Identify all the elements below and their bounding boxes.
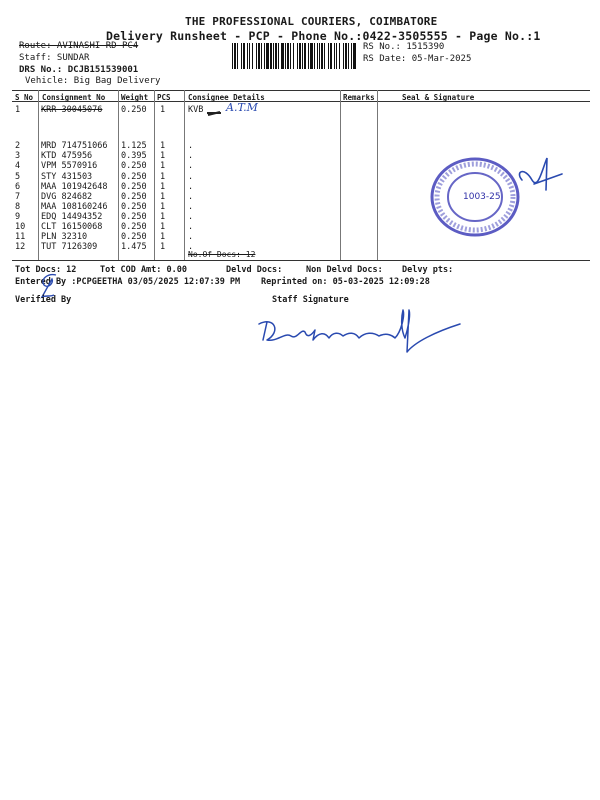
row-details: . [188, 242, 194, 252]
barcode-bar [281, 43, 284, 69]
row-sno: 5 [15, 172, 21, 182]
route-label: Route: AVINASHI RD PC4 [19, 41, 139, 51]
barcode-bar [330, 43, 332, 69]
scribble-mark [206, 103, 222, 112]
barcode-bar [353, 43, 356, 69]
rs-date: RS Date: 05-Mar-2025 [363, 54, 472, 64]
barcode-bar [345, 43, 347, 69]
barcode-bar [351, 43, 352, 69]
barcode-bar [273, 43, 274, 69]
delvy-pts: Delvy pts: [402, 265, 454, 275]
row-consignment: VPM 5570916 [41, 161, 98, 171]
row-consignment: MAA 101942648 [41, 182, 108, 192]
seal-stamp [428, 155, 523, 240]
barcode-bar [270, 43, 272, 69]
barcode-bar [321, 43, 323, 69]
row-weight: 0.250 [121, 161, 147, 171]
row-consignment: MRD 714751066 [41, 141, 108, 151]
row-weight: 1.125 [121, 141, 147, 151]
row-pcs: 1 [160, 161, 166, 171]
row-consignment: EDQ 14494352 [41, 212, 103, 222]
barcode-bar [261, 43, 262, 69]
barcode-bar [299, 43, 301, 69]
col-header-seal: Seal & Signature [402, 93, 475, 102]
row-sno: 3 [15, 151, 21, 161]
barcode-bar [266, 43, 269, 69]
barcode-bar [308, 43, 309, 69]
staff-signature [255, 302, 470, 372]
barcode-bar [304, 43, 306, 69]
barcode-bar [297, 43, 298, 69]
rs-number [363, 42, 444, 52]
row-sno: 6 [15, 182, 21, 192]
seal-signature [512, 150, 567, 198]
entered-by: Entered By :PCPGEETHA 03/05/2025 12:07:39 PM [15, 277, 241, 287]
row-details: . [188, 141, 194, 151]
no-of-docs-text: No.Of Docs: 12 [188, 250, 256, 259]
row-pcs: 1 [160, 172, 166, 182]
row-details: . [188, 161, 194, 171]
barcode [232, 43, 356, 69]
barcode-bar [319, 43, 320, 69]
barcode-bar [264, 43, 265, 69]
col-header-consignment: Consignment No [42, 93, 106, 102]
row-sno: 9 [15, 212, 21, 222]
barcode-bar [232, 43, 233, 69]
table-top-rule [12, 90, 590, 91]
barcode-bar [285, 43, 286, 69]
barcode-bar [243, 43, 245, 69]
col-header-remarks: Remarks [343, 93, 375, 102]
row-details: . [188, 212, 194, 222]
row-sno: 4 [15, 161, 21, 171]
rs-number-text: RS No.: 1515390 [363, 42, 445, 52]
col-divider [377, 90, 378, 260]
col-divider [154, 90, 155, 260]
row-pcs: 1 [160, 105, 166, 115]
barcode-bar [348, 43, 349, 69]
table-bottom-rule [12, 260, 590, 261]
barcode-bar [256, 43, 257, 69]
row-weight: 0.250 [121, 222, 147, 232]
barcode-bar [336, 43, 337, 69]
barcode-bar [234, 43, 236, 69]
barcode-bar [287, 43, 289, 69]
row-weight: 0.250 [121, 212, 147, 222]
row-consignment: CLT 16150068 [41, 222, 103, 232]
row-weight: 0.250 [121, 105, 147, 115]
tot-cod: Tot COD Amt: 0.00 [100, 265, 187, 275]
row-consignment: DVG 824682 [41, 192, 93, 202]
row-details: . [188, 202, 194, 212]
barcode-bar [310, 43, 313, 69]
row-pcs: 1 [160, 232, 166, 242]
row-sno: 11 [15, 232, 26, 242]
barcode-bar [241, 43, 242, 69]
row-sno: 8 [15, 202, 21, 212]
row-consignment: KTD 475956 [41, 151, 93, 161]
row-details: . [188, 151, 194, 161]
row-details: . [188, 232, 194, 242]
row-weight: 0.250 [121, 172, 147, 182]
col-divider [340, 90, 341, 260]
row-sno: 12 [15, 242, 26, 252]
row-pcs: 1 [160, 222, 166, 232]
row-sno: 7 [15, 192, 21, 202]
row-weight: 0.250 [121, 232, 147, 242]
no-of-docs [188, 250, 255, 259]
row-weight: 0.250 [121, 182, 147, 192]
barcode-bar [249, 43, 250, 69]
barcode-bar [328, 43, 329, 69]
barcode-bar [317, 43, 318, 69]
row-consignment: KRR 30045076 [41, 105, 103, 115]
staff-signature-label: Staff Signature [272, 295, 349, 305]
col-header-consignee: Consignee Details [188, 93, 265, 102]
row-details: KVB [188, 105, 204, 115]
row-weight: 0.395 [121, 151, 147, 161]
barcode-bar [324, 43, 325, 69]
barcode-bar [290, 43, 291, 69]
row-consignment: PLN 32310 [41, 232, 88, 242]
row-pcs: 1 [160, 192, 166, 202]
row-details: . [188, 172, 194, 182]
stamp-date: 1003-25 [463, 192, 501, 202]
barcode-bar [314, 43, 315, 69]
barcode-bar [302, 43, 303, 69]
row-sno: 1 [15, 105, 21, 115]
company-title: THE PROFESSIONAL COURIERS, COIMBATORE [185, 15, 438, 28]
col-header-pcs: PCS [157, 93, 171, 102]
runsheet-subtitle: Delivery Runsheet - PCP - Phone No.:0422-3505555 - Page No.:1 [106, 29, 541, 43]
handwritten-note: A.T.M [226, 101, 258, 114]
barcode-bar [275, 43, 277, 69]
row-pcs: 1 [160, 151, 166, 161]
row-sno: 10 [15, 222, 26, 232]
row-pcs: 1 [160, 182, 166, 192]
row-pcs: 1 [160, 202, 166, 212]
staff-label: Staff: SUNDAR [19, 53, 90, 63]
row-pcs: 1 [160, 212, 166, 222]
non-delvd-docs: Non Delvd Docs: [306, 265, 383, 275]
barcode-bar [343, 43, 344, 69]
barcode-bar [334, 43, 335, 69]
barcode-bar [278, 43, 279, 69]
row-pcs: 1 [160, 242, 166, 252]
col-header-weight: Weight [121, 93, 149, 102]
drs-number: DRS No.: DCJB151539001 [19, 65, 139, 75]
row-consignment: MAA 108160246 [41, 202, 108, 212]
barcode-bar [247, 43, 248, 69]
col-divider [184, 90, 185, 260]
row-weight: 0.250 [121, 202, 147, 212]
verified-by: Verified By [15, 295, 72, 305]
col-header-sno: S No [15, 93, 34, 102]
barcode-bar [258, 43, 260, 69]
vehicle-label: Vehicle: Big Bag Delivery [25, 76, 161, 86]
row-weight: 1.475 [121, 242, 147, 252]
row-weight: 0.250 [121, 192, 147, 202]
barcode-bar [237, 43, 238, 69]
row-consignment: TUT 7126309 [41, 242, 98, 252]
barcode-bar [252, 43, 253, 69]
delvd-docs: Delvd Docs: [226, 265, 283, 275]
row-details: . [188, 192, 194, 202]
row-details: . [188, 222, 194, 232]
col-divider [118, 90, 119, 260]
tot-docs: Tot Docs: 12 [15, 265, 77, 275]
barcode-bar [293, 43, 294, 69]
row-details: . [188, 182, 194, 192]
barcode-bar [339, 43, 340, 69]
reprinted-on: Reprinted on: 05-03-2025 12:09:28 [261, 277, 430, 287]
row-sno: 2 [15, 141, 21, 151]
row-pcs: 1 [160, 141, 166, 151]
row-consignment: STY 431503 [41, 172, 93, 182]
col-divider [38, 90, 39, 260]
